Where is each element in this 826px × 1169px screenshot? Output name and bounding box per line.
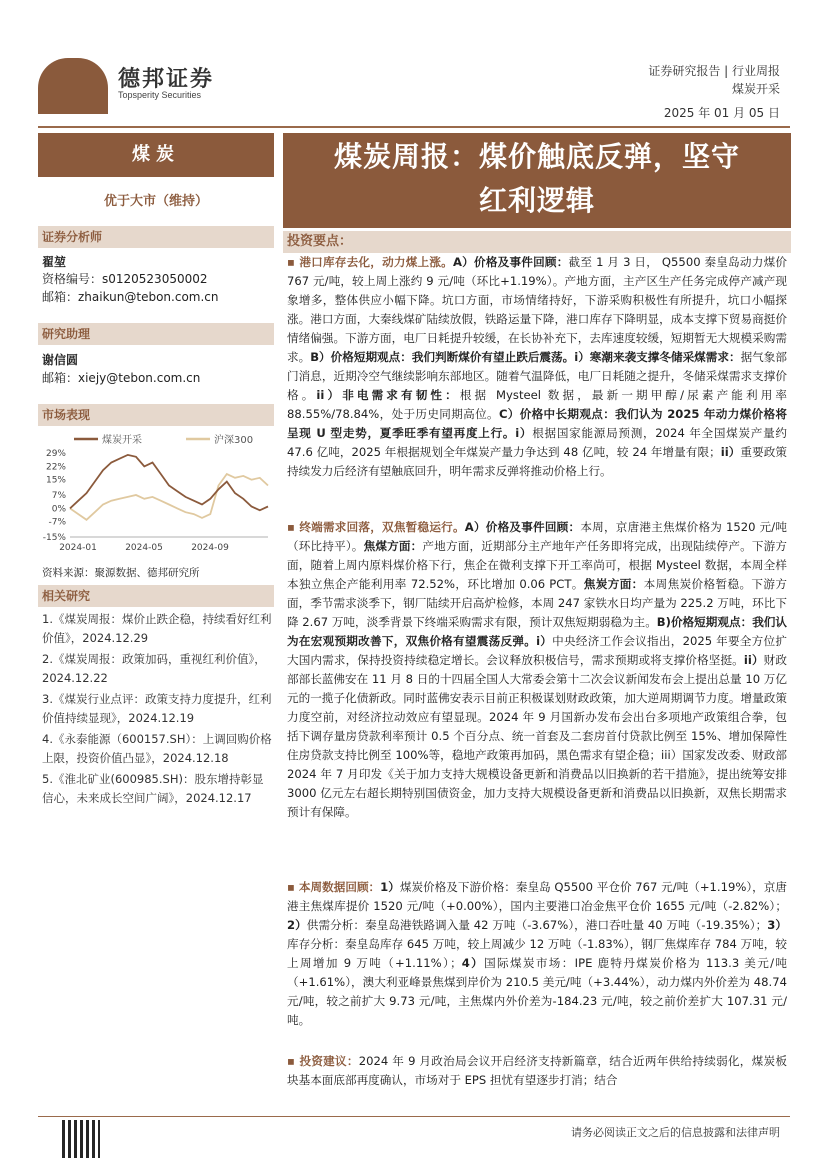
rating-label: 优于大市（维持） bbox=[103, 194, 208, 209]
y-tick-label: 15% bbox=[45, 475, 66, 486]
report-title bbox=[283, 133, 791, 228]
related-report-item[interactable]: 5.《淮北矿业(600985.SH)：股东增持彰显信心，未来成长空间广阔》，2024.12.17 bbox=[42, 772, 264, 805]
legend-label: 煤炭开采 bbox=[102, 435, 142, 446]
key-points-heading: 投资要点： bbox=[283, 231, 791, 253]
title-line-1: 煤炭周报：煤价触底反弹，坚守 bbox=[333, 140, 740, 173]
related-report-item[interactable]: 4.《永泰能源（600157.SH）：上调回购价格上限，投资价值凸显》，2024.12.18 bbox=[42, 732, 272, 765]
analyst-cert: 资格编号：s0120523050002 bbox=[42, 272, 208, 286]
report-date: 2025 年 01 月 05 日 bbox=[663, 106, 780, 120]
y-tick-label: 0% bbox=[51, 504, 66, 515]
paragraph-weekly-data: ▪ 本周数据回顾：1）煤炭价格及下游价格：秦皇岛 Q5500 平仓价 767 元/吨（+1.19%），京唐港主焦煤库提价 1520 元/吨（+0.00%），国内主要港口冶金焦平仓价 1655 元/吨（-2.82%）；2）供需分析：秦皇岛港铁路调入量 42 万吨（-3.67%），港口吞吐量 40 万吨（-19.35%）；3）库存分析：秦皇岛库存 645 万吨，较上周减少 12 万吨（-1.83%），钢厂焦煤库存 784 万吨，较上周增加 9 万吨（+1.11%）；4）国际煤炭市场：IPE 鹿特丹煤炭价格为 113.3 美元/吨（+1.61%），澳大利亚峰景焦煤到岸价为 210.5 美元/吨（+3.44%），动力煤内外价差为 48.74 元/吨，较之前扩大 9.73 元/吨，主焦煤内外价差为-184.23 元/吨，较之前价差扩大 107.31 元/吨。 bbox=[287, 880, 788, 1027]
analyst-email: 邮箱：zhaikun@tebon.com.cn bbox=[42, 290, 219, 304]
company-name: 德邦证券 bbox=[118, 67, 215, 92]
industry-label: 煤炭开采 bbox=[731, 82, 780, 96]
y-tick-label: -15% bbox=[42, 533, 66, 543]
footer-disclaimer: 请务必阅读正文之后的信息披露和法律声明 bbox=[571, 1126, 780, 1139]
header-divider bbox=[38, 126, 790, 128]
y-tick-label: -7% bbox=[48, 517, 66, 528]
y-tick-label: 22% bbox=[45, 462, 66, 473]
analyst-heading: 证券分析师 bbox=[38, 226, 274, 248]
x-tick-label: 2024-01 bbox=[59, 543, 97, 553]
assistant-name: 谢信圆 bbox=[42, 353, 79, 367]
market-heading: 市场表现 bbox=[38, 404, 274, 426]
title-line-2: 红利逻辑 bbox=[478, 184, 595, 217]
paragraph-coking: ▪ 终端需求回落，双焦暂稳运行。A）价格及事件回顾：本周，京唐港主焦煤价格为 1520 元/吨（环比持平）。焦煤方面：产地方面，近期部分主产地年产任务即将完成，出现陆续停产。下游方面，随着上周内原料煤价格下行，焦企在微利支撑下开工率尚可，根据 Mysteel 数据，本周全样本独立焦企产能利用率 72.52%，环比增加 0.06 PCT。焦炭方面：本周焦炭价格暂稳。下游方面，季节需求淡季下，钢厂陆续开启高炉检修，本周 247 家铁水日均产量为 225.2 万吨，环比下降 2.67 万吨，淡季背景下终端采购需求有限，预计双焦短期弱稳为主。B)价格短期观点：我们认为在宏观预期改善下，双焦价格有望震荡反弹。i）中央经济工作会议指出，2025 年要全方位扩大国内需求，保持投资持续稳定增长。会议释放积极信号，需求预期或将支撑价格坚挺。ii）财政部部长蓝佛安在 11 月 8 日的十四届全国人大常委会第十二次会议新闻发布会上提出总量 10 万亿元的一揽子化债新政。同时蓝佛安表示目前正积极谋划财政政策，加大逆周期调节力度。增量政策力度空前，对经济拉动效应有望显现。2024 年 9 月国新办发布会出台多项地产政策组合拳，包括下调存量房贷款利率预计 0.5 个百分点、统一首套及二套房首付贷款比例至 15%、增加保障性住房贷款支持比例至 100%等，稳地产政策再加码，黑色需求有望企稳；iii）国家发改委、财政部 2024 年 7 月印发《关于加力支持大规模设备更新和消费品以旧换新的若干措施》，提出统筹安排 3000 亿元左右超长期特别国债资金，加力支持大规模设备更新和消费品以旧换新，双焦长期需求预计有保障。 bbox=[287, 520, 787, 819]
report-type: 证券研究报告 | 行业周报 bbox=[648, 64, 780, 78]
analyst-name: 翟堃 bbox=[42, 255, 67, 269]
market-performance-chart bbox=[38, 428, 274, 560]
chart-source: 资料来源：聚源数据、德邦研究所 bbox=[42, 567, 200, 579]
related-reports-list bbox=[42, 610, 274, 808]
series-line bbox=[70, 455, 268, 510]
company-name-en: Topsperity Securities bbox=[118, 90, 202, 100]
related-report-item[interactable]: 3.《煤炭行业点评：政策支持力度提升，红利价值持续显现》，2024.12.19 bbox=[42, 692, 272, 725]
footer-divider bbox=[38, 1116, 790, 1117]
assistant-heading: 研究助理 bbox=[38, 323, 274, 345]
related-report-item[interactable]: 2.《煤炭周报：政策加码，重视红利价值》，2024.12.22 bbox=[42, 652, 266, 685]
series-line bbox=[70, 474, 268, 520]
y-tick-label: 7% bbox=[51, 491, 66, 501]
company-logo-icon bbox=[38, 58, 108, 114]
legend-label: 沪深300 bbox=[214, 435, 254, 446]
assistant-email: 邮箱：xiejy@tebon.com.cn bbox=[42, 371, 201, 385]
paragraph-port: ▪ 港口库存去化，动力煤上涨。A）价格及事件回顾：截至 1 月 3 日， Q5500 秦皇岛动力煤价 767 元/吨，较上周上涨约 9 元/吨（环比+1.19%）。产地方面，主产区生产任务完成停产减产现象增多，整体供应小幅下降。坑口方面，市场情绪持好，下游采购积极性有所提升，坑口小幅探涨。港口方面，大秦线煤矿陆续放假，铁路运量下降，港口库存下降明显，成本支撑下贸易商挺价情绪偏强。下游方面，电厂日耗提升较缓，在长协补充下，去库速度较缓，短期暂无大规模采购需求。B）价格短期观点：我们判断煤价有望止跌后震荡。i）寒潮来袭支撑冬储采煤需求：据气象部门消息，近期冷空气继续影响东部地区。随着气温降低，电厂日耗随之提升，冬储采煤需求支撑价格。ii）非电需求有韧性：根据 Mysteel 数据，最新一期甲醇/尿素产能利用率 88.55%/78.84%，处于历史同期高位。C）价格中长期观点：我们认为 2025 年动力煤价格将呈现 U 型走势，夏季旺季有望再度上行。i）根据国家能源局预测，2024 年全国煤炭产量约 47.6 亿吨，2025 年根据规划全年煤炭产量力争达到 48 亿吨，较 24 年增量有限；ii）重要政策持续发力后经济有望触底回升，明年需求反弹将推动价格上行。 bbox=[287, 255, 787, 478]
qr-code-icon bbox=[62, 1120, 100, 1158]
paragraph-recommendation: ▪ 投资建议：2024 年 9 月政治局会议开启经济支持新篇章，结合近两年供给持续弱化，煤炭板块基本面底部再度确认，市场对于 EPS 担忧有望逐步打消；结合 bbox=[287, 1054, 787, 1087]
related-heading: 相关研究 bbox=[38, 585, 274, 607]
x-tick-label: 2024-09 bbox=[191, 543, 229, 553]
sector-badge: 煤炭 bbox=[38, 133, 274, 177]
y-tick-label: 29% bbox=[45, 449, 66, 459]
x-tick-label: 2024-05 bbox=[125, 543, 163, 553]
related-report-item[interactable]: 1.《煤炭周报：煤价止跌企稳，持续看好红利价值》，2024.12.29 bbox=[42, 612, 272, 645]
